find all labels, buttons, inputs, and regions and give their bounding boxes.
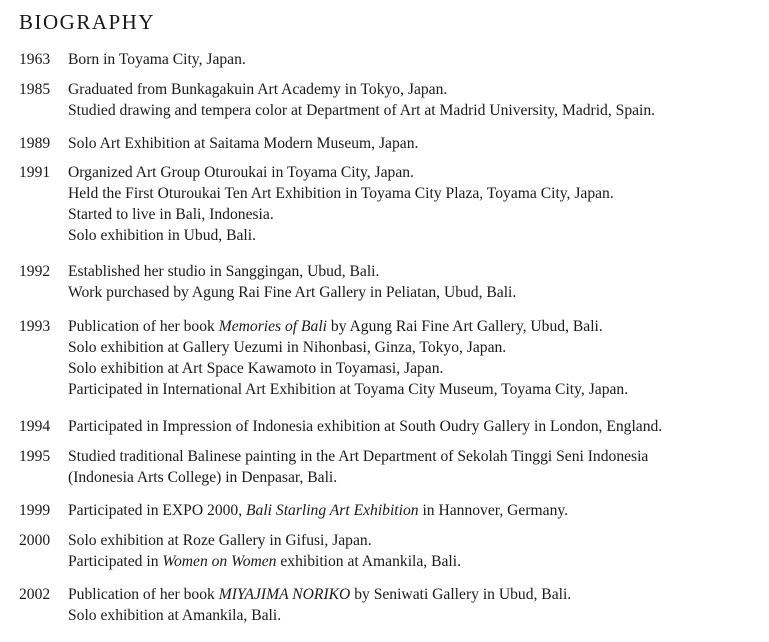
- text-run: Graduated from Bunkagakuin Art Academy in Tokyo, Japan.: [68, 81, 448, 98]
- entry-line: [68, 584, 571, 605]
- page-title: BIOGRAPHY: [19, 10, 156, 34]
- text-run: Participated in: [68, 553, 163, 570]
- entry-text: [68, 500, 568, 521]
- text-run: Solo Art Exhibition at Saitama Modern Museum, Japan.: [68, 135, 419, 152]
- entry-line: [68, 337, 628, 358]
- entry-line: [68, 133, 418, 154]
- text-run: Solo exhibition in Ubud, Bali.: [68, 227, 256, 244]
- exhibition-title: Women on Women: [162, 553, 277, 570]
- entry-line: [68, 100, 655, 121]
- text-run: Participated in Impression of Indonesia exhibition at South Oudry Gallery in London, England.: [68, 418, 663, 435]
- text-run: by Seniwati Gallery in Ubud, Bali.: [350, 586, 572, 603]
- text-run: Studied drawing and tempera color at Department of Art at Madrid University, Madrid, Spain.: [68, 102, 656, 119]
- entry-line: [68, 79, 655, 100]
- entry-year: 1999: [19, 502, 51, 519]
- text-run: Organized Art Group Oturoukai in Toyama City, Japan.: [68, 164, 414, 181]
- entry-text: [68, 530, 461, 572]
- entry-year: 1995: [19, 448, 51, 465]
- entry-line: [68, 261, 516, 282]
- entry-year: 2002: [19, 586, 51, 603]
- text-run: Solo exhibition at Amankila, Bali.: [68, 607, 282, 624]
- entry-year: 2000: [19, 532, 51, 549]
- text-run: Solo exhibition at Gallery Uezumi in Nihonbasi, Ginza, Tokyo, Japan.: [68, 339, 507, 356]
- entry-text: [68, 416, 662, 437]
- text-run: Participated in International Art Exhibition at Toyama City Museum, Toyama City, Japan.: [68, 381, 629, 398]
- entry-line: [68, 500, 568, 521]
- entry-line: [68, 467, 648, 488]
- book-title: Memories of Bali: [218, 318, 327, 335]
- text-run: exhibition at Amankila, Bali.: [276, 553, 461, 570]
- text-run: Work purchased by Agung Rai Fine Art Gallery in Peliatan, Ubud, Bali.: [68, 284, 517, 301]
- entry-line: [68, 605, 571, 626]
- text-run: Studied traditional Balinese painting in the Art Department of Sekolah Tinggi Seni Indonesia: [68, 448, 649, 465]
- entry-text: [68, 49, 246, 70]
- text-run: Solo exhibition at Art Space Kawamoto in Toyamasi, Japan.: [68, 360, 444, 377]
- entry-line: [68, 416, 662, 437]
- text-run: (Indonesia Arts College) in Denpasar, Bali.: [68, 469, 338, 486]
- entry-line: [68, 551, 461, 572]
- entry-year: 1992: [19, 263, 51, 280]
- entry-line: [68, 379, 628, 400]
- entry-line: [68, 225, 614, 246]
- entry-year: 1985: [19, 81, 51, 98]
- entry-text: [68, 162, 614, 246]
- entry-text: [68, 584, 571, 626]
- entry-line: [68, 183, 614, 204]
- entry-line: [68, 204, 614, 225]
- text-run: Participated in EXPO 2000,: [68, 502, 247, 519]
- text-run: Solo exhibition at Roze Gallery in Gifusi, Japan.: [68, 532, 372, 549]
- entry-year: 1963: [19, 51, 51, 68]
- text-run: by Agung Rai Fine Art Gallery, Ubud, Bali.: [327, 318, 603, 335]
- text-run: Publication of her book: [68, 586, 219, 603]
- text-run: Started to live in Bali, Indonesia.: [68, 206, 274, 223]
- entry-line: [68, 282, 516, 303]
- entry-year: 1994: [19, 418, 51, 435]
- exhibition-title: Bali Starling Art Exhibition: [246, 502, 419, 519]
- book-title: MIYAJIMA NORIKO: [218, 586, 351, 603]
- entry-text: [68, 79, 655, 121]
- entry-line: [68, 162, 614, 183]
- entry-line: [68, 49, 246, 70]
- text-run: Established her studio in Sanggingan, Ubud, Bali.: [68, 263, 380, 280]
- entry-text: [68, 133, 418, 154]
- text-run: Born in Toyama City, Japan.: [68, 51, 246, 68]
- text-run: Held the First Oturoukai Ten Art Exhibition in Toyama City Plaza, Toyama City, Japan.: [68, 185, 614, 202]
- entry-text: [68, 446, 648, 488]
- entry-text: [68, 261, 516, 303]
- entry-year: 1989: [19, 135, 51, 152]
- entry-line: [68, 446, 648, 467]
- entry-year: 1991: [19, 164, 51, 181]
- entry-line: [68, 530, 461, 551]
- entry-text: [68, 316, 628, 400]
- entry-line: [68, 316, 628, 337]
- text-run: in Hannover, Germany.: [418, 502, 569, 519]
- text-run: Publication of her book: [68, 318, 219, 335]
- entry-line: [68, 358, 628, 379]
- entry-year: 1993: [19, 318, 51, 335]
